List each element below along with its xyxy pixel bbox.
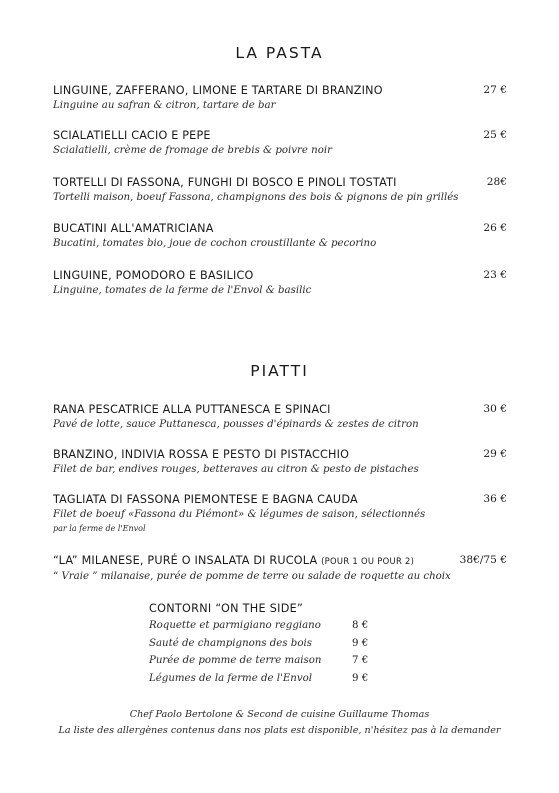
side-item: [149, 652, 379, 670]
dish-description: Tortelli maison, boeuf Fassona, champignons des bois & pignons de pin grillés: [53, 192, 459, 203]
menu-item: [53, 402, 507, 432]
side-price: 7 €: [352, 655, 369, 666]
dish-price: 26 €: [483, 222, 507, 234]
menu-item: [53, 175, 507, 205]
dish-name: SCIALATIELLI CACIO E PEPE: [53, 129, 211, 142]
side-price: 8 €: [352, 620, 369, 631]
dish-price: 23 €: [483, 269, 507, 281]
side-item: [149, 617, 379, 635]
menu-item: [53, 447, 507, 477]
dish-price: 27 €: [483, 84, 507, 96]
dish-name: LINGUINE, ZAFFERANO, LIMONE E TARTARE DI BRANZINO: [53, 84, 383, 97]
section-title-pasta: LA PASTA: [235, 44, 324, 62]
dish-price: 38€/75 €: [459, 554, 507, 566]
dish-name-text: “LA” MILANESE, PURÉ O INSALATA DI RUCOLA: [53, 554, 318, 567]
side-name: Légumes de la ferme de l'Envol: [149, 672, 312, 684]
contorni-section: [149, 601, 379, 687]
dish-description: Filet de boeuf «Fassona du Piémont» & légumes de saison, sélectionnés: [53, 509, 426, 520]
dish-name: TORTELLI DI FASSONA, FUNGHI DI BOSCO E PINOLI TOSTATI: [53, 176, 397, 189]
dish-price: 30 €: [483, 403, 507, 415]
dish-price: 25 €: [483, 129, 507, 141]
side-price: 9 €: [352, 637, 369, 649]
dish-description: “ Vraie ” milanaise, purée de pomme de terre ou salade de roquette au choix: [53, 571, 451, 582]
dish-name: BRANZINO, INDIVIA ROSSA E PESTO DI PISTACCHIO: [53, 448, 350, 461]
dish-description: Linguine au safran & citron, tartare de bar: [53, 100, 276, 111]
dish-name: BUCATINI ALL'AMATRICIANA: [53, 222, 214, 235]
side-name: Sauté de champignons des bois: [149, 637, 312, 649]
menu-item: [53, 492, 507, 535]
side-name: Purée de pomme de terre maison: [149, 655, 322, 666]
contorni-title: CONTORNI “ON THE SIDE”: [149, 602, 304, 615]
dish-name: TAGLIATA DI FASSONA PIEMONTESE E BAGNA CAUDA: [53, 493, 358, 506]
menu-item: [53, 268, 507, 298]
menu-item: [53, 221, 507, 251]
side-item: [149, 670, 379, 688]
side-price: 9 €: [352, 672, 369, 684]
dish-portion-note: (POUR 1 OU POUR 2): [321, 556, 415, 566]
allergen-note: La liste des allergènes contenus dans nos plats est disponible, n'hésitez pas à la demander: [58, 725, 501, 736]
dish-description: Pavé de lotte, sauce Puttanesca, pousses d'épinards & zestes de citron: [53, 419, 419, 430]
dish-description-note: par la ferme de l'Envol: [53, 524, 146, 533]
side-name: Roquette et parmigiano reggiano: [149, 620, 321, 631]
dish-name: RANA PESCATRICE ALLA PUTTANESCA E SPINACI: [53, 403, 331, 416]
dish-description: Filet de bar, endives rouges, betteraves au citron & pesto de pistaches: [53, 464, 419, 475]
dish-description: Scialatielli, crème de fromage de brebis & poivre noir: [53, 145, 332, 156]
dish-name: LINGUINE, POMODORO E BASILICO: [53, 269, 254, 282]
side-item: [149, 635, 379, 653]
dish-name: [53, 553, 507, 569]
dish-description: Linguine, tomates de la ferme de l'Envol & basilic: [53, 285, 312, 296]
dish-description: Bucatini, tomates bio, joue de cochon croustillante & pecorino: [53, 238, 377, 249]
menu-item: [53, 553, 507, 584]
chef-credit: Chef Paolo Bertolone & Second de cuisine Guillaume Thomas: [129, 709, 430, 720]
menu-item: [53, 83, 507, 113]
dish-price: 28€: [486, 176, 507, 188]
dish-price: 36 €: [483, 493, 507, 505]
dish-price: 29 €: [483, 448, 507, 460]
section-title-piatti: PIATTI: [250, 362, 309, 380]
menu-item: [53, 128, 507, 158]
